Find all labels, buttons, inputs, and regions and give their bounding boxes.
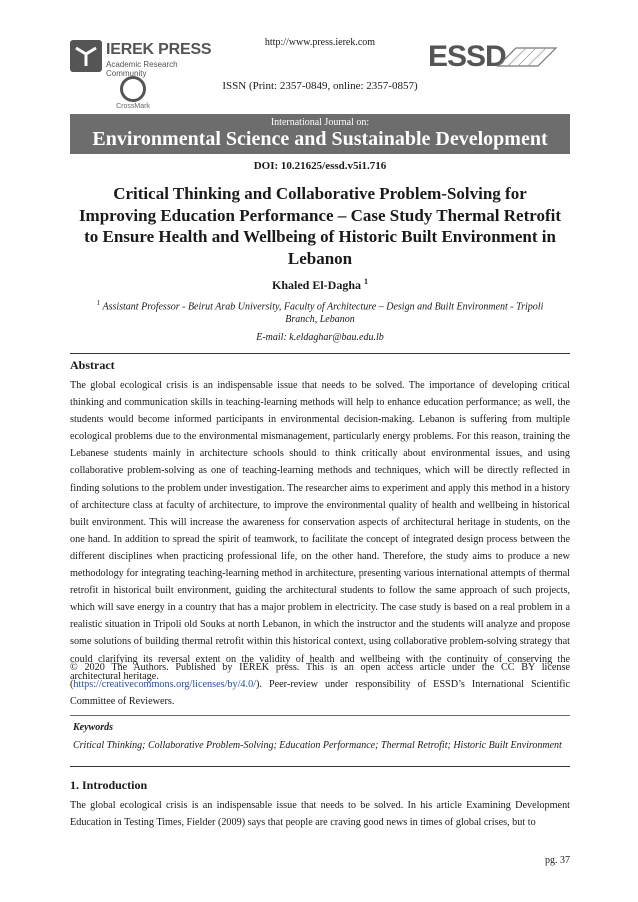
title-line-3: to Ensure Health and Wellbeing of Historic Built Environment in [84, 227, 556, 246]
introduction-body: The global ecological crisis is an indispensable issue that needs to be solved. In his article Examining Development Education in Testing Times, Fielder (2009) says that people are craving good news in times of global crises, but to [70, 800, 570, 829]
essd-swoosh-icon [496, 46, 558, 68]
crossmark-badge[interactable] [103, 76, 163, 112]
license-text-post: ). Peer-review under responsibility of ESSD’s International Scientific Committee of Reviewers. [70, 679, 570, 708]
essd-logo [428, 40, 560, 78]
license-link[interactable]: https://creativecommons.org/licenses/by/4.0/ [73, 679, 256, 691]
journal-url[interactable]: http://www.press.ierek.com [264, 37, 376, 48]
keywords-top-rule [70, 715, 570, 716]
journal-label: International Journal on: [270, 117, 370, 128]
essd-logo-text: ESSD [428, 40, 506, 73]
keywords-text: Critical Thinking; Collaborative Problem-Solving; Education Performance; Thermal Retrofit; Historic Built Environment [73, 740, 562, 751]
doi-line[interactable]: DOI: 10.21625/essd.v5i1.716 [253, 160, 387, 172]
abstract-heading: Abstract [70, 358, 115, 372]
ierek-logo-icon [70, 40, 102, 72]
author-line [70, 277, 570, 293]
ierek-brand-name: IEREK PRESS [106, 41, 212, 58]
keywords-bottom-rule [70, 766, 570, 767]
author-name: Khaled El-Dagha [271, 278, 361, 292]
journal-banner [70, 114, 570, 154]
ierek-brand-subtitle: Academic Research Community [106, 60, 178, 78]
crossmark-label: CrossMark [116, 103, 150, 110]
author-superscript: 1 [364, 277, 368, 286]
introduction-heading: 1. Introduction [70, 778, 148, 792]
affiliation-superscript: 1 [96, 299, 101, 307]
abstract-body: The global ecological crisis is an indispensable issue that needs to be solved. The importance of developing critical thinking and communication skills in teaching-learning methods will help to enhance education performance; as well, the students would become informed participants in environmental decision-making. Lebanon is suffering from multiple ecological problems due to the environmental mismanagement, particularly energy problems. For this reason, training the Lebanese students mainly in architecture schools should to think critically about environmental issues, and using collaborative problem-solving as one of teaching-learning methods and techniques, which will be directly reflected in finding solutions to the problem under investigation. The researcher aims to experiment and apply this method in a history of architecture class at faculty of architecture, to improve the environmental quality of health and wellbeing in historical built environment. This will increase the awareness for conservation aspects of architectural heritage in students, on the one hand. In addition to spread the spirit of teamwork, to facilitate the concept of integrated design process between the different disciplines when practicing professional life, on the other hand. Therefore, the study aims to produce a new methodology for integrating teaching-learning method in architecture, presenting various international attempts of thermal retrofit in historical built environment, guiding the architectural students to follow the same approach of such projects, which will save energy in a country that has a major problem in electricity. The case study is based on a real problem in a realistic situation in Tripoli old Souks at north Lebanon, in which the instructor and the students will analyze and propose some solutions of building thermal retrofit within this historical context, using collaborative problem-solving strategy that could clarifying its reversal extent on the validity of health and wellbeing with the continuity of conserving the architectural heritage. [70, 380, 570, 682]
article-title [60, 183, 580, 269]
issn-line: ISSN (Print: 2357-0849, online: 2357-0857) [222, 80, 418, 92]
license-statement [70, 659, 570, 710]
title-line-2: Improving Education Performance – Case Study Thermal Retrofit [78, 205, 562, 225]
author-email[interactable]: E-mail: k.eldaghar@bau.edu.lb [256, 332, 384, 343]
abstract-top-rule [70, 353, 570, 354]
title-line-4: Lebanon [287, 248, 353, 268]
crossmark-icon [120, 76, 146, 102]
journal-name: Environmental Science and Sustainable Development [92, 128, 548, 150]
license-text-pre: © 2020 The Authors. Published by IEREK press. This is an open access article under the CC BY license ( [70, 662, 570, 691]
page-number: pg. 37 [545, 855, 570, 866]
title-line-1: Critical Thinking and Collaborative Problem-Solving for [113, 184, 527, 203]
affiliation-line-1: Assistant Professor - Beirut Arab University, Faculty of Architecture – Design and Built Environment - Tripoli [102, 301, 544, 313]
affiliation-line-2: Branch, Lebanon [285, 314, 355, 326]
affiliation [70, 297, 570, 326]
keywords-heading: Keywords [73, 722, 113, 733]
ierek-press-logo [70, 38, 220, 78]
